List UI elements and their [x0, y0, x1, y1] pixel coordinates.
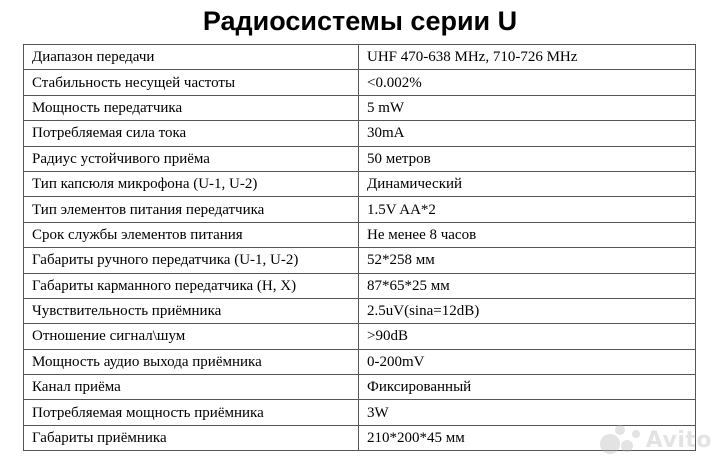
spec-param-cell: Мощность передатчика	[24, 95, 359, 120]
spec-param-cell: Стабильность несущей частоты	[24, 70, 359, 95]
specs-table	[23, 44, 696, 451]
spec-param-cell: Срок службы элементов питания	[24, 222, 359, 247]
spec-param-cell: Радиус устойчивого приёма	[24, 146, 359, 171]
table-row	[24, 70, 696, 95]
table-row	[24, 349, 696, 374]
page-title: Радиосистемы серии U	[202, 6, 518, 36]
spec-value-cell: >90dB	[359, 324, 696, 349]
spec-value-cell: UHF 470-638 MHz, 710-726 MHz	[359, 45, 696, 70]
table-row	[24, 95, 696, 120]
table-row	[24, 375, 696, 400]
spec-value-cell: 2.5uV(sina=12dB)	[359, 298, 696, 323]
spec-value-cell: 30mA	[359, 121, 696, 146]
spec-value-cell: Не менее 8 часов	[359, 222, 696, 247]
specs-table-body	[24, 45, 696, 451]
spec-value-cell: 5 mW	[359, 95, 696, 120]
table-row	[24, 197, 696, 222]
table-row	[24, 146, 696, 171]
spec-value-cell: Фиксированный	[359, 375, 696, 400]
table-row	[24, 121, 696, 146]
avito-logo-icon	[598, 422, 642, 458]
spec-param-cell: Канал приёма	[24, 375, 359, 400]
spec-value-cell: 50 метров	[359, 146, 696, 171]
spec-param-cell: Габариты карманного передатчика (H, X)	[24, 273, 359, 298]
table-row	[24, 171, 696, 196]
spec-param-cell: Потребляемая сила тока	[24, 121, 359, 146]
spec-value-cell: 0-200mV	[359, 349, 696, 374]
spec-value-cell: <0.002%	[359, 70, 696, 95]
spec-param-cell: Потребляемая мощность приёмника	[24, 400, 359, 425]
spec-value-cell: 87*65*25 мм	[359, 273, 696, 298]
table-row	[24, 45, 696, 70]
spec-value-cell: 210*200*45 мм	[359, 425, 696, 450]
spec-param-cell: Габариты ручного передатчика (U-1, U-2)	[24, 248, 359, 273]
spec-value-cell: Динамический	[359, 171, 696, 196]
watermark-text: Avito	[645, 427, 712, 453]
spec-param-cell: Отношение сигнал\шум	[24, 324, 359, 349]
spec-value-cell: 3W	[359, 400, 696, 425]
spec-param-cell: Диапазон передачи	[24, 45, 359, 70]
spec-param-cell: Мощность аудио выхода приёмника	[24, 349, 359, 374]
table-row	[24, 248, 696, 273]
spec-value-cell: 1.5V AA*2	[359, 197, 696, 222]
table-row	[24, 273, 696, 298]
table-row	[24, 324, 696, 349]
spec-value-cell: 52*258 мм	[359, 248, 696, 273]
spec-param-cell: Чувствительность приёмника	[24, 298, 359, 323]
spec-param-cell: Тип элементов питания передатчика	[24, 197, 359, 222]
spec-param-cell: Габариты приёмника	[24, 425, 359, 450]
table-row	[24, 298, 696, 323]
table-row	[24, 400, 696, 425]
table-row	[24, 425, 696, 450]
spec-param-cell: Тип капсюля микрофона (U-1, U-2)	[24, 171, 359, 196]
avito-watermark	[598, 420, 712, 460]
table-row	[24, 222, 696, 247]
